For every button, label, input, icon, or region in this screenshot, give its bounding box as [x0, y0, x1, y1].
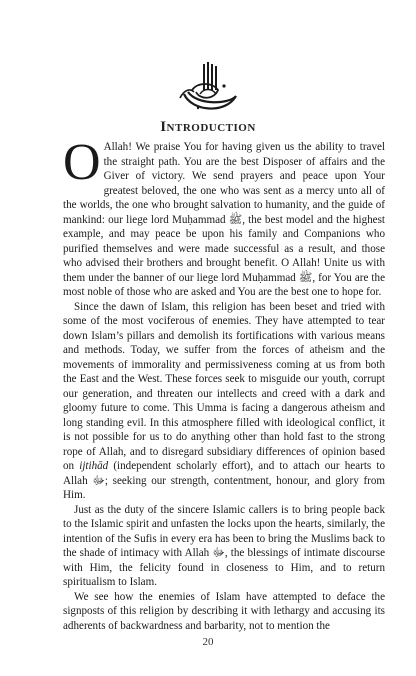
paragraph-enemies: We see how the enemies of Islam have attempted to deface the signposts of this religion by describing it with lethargy and accusing its adherents of backwardness and barbarity, not to mention the: [63, 590, 385, 632]
page-number: 20: [202, 636, 214, 648]
paragraph-dawn-text-a: Since the dawn of Islam, this religion has been beset and tried with some of the most vociferous of enemies. They have attempted to tear down Islam’s pillars and demolish its fortifications with various means and methods. Today, we suffer from the forces of atheism and the movements of immorality and permissiveness coming at us from both the East and the West. These forces seek to misguide our youth, corrupt our generation, and threaten our intellects and creed with a dark and gloomy future to come. This Umma is facing a dangerous atheism and long standing evil. In this atmosphere filled with ideological conflict, it is not possible for us to do anything other than hold fast to the strong rope of Allah, and to disregard subsidiary differences of opinion based on: [63, 300, 385, 472]
paragraph-sufis: Just as the duty of the sincere Islamic callers is to bring people back to the Islamic spirit and unfasten the locks upon the hearts, similarly, the intention of the Sufis in every era has been to bring the Muslims back to the shade of intimacy with Allah ﷻ, the blessings of intimate discourse with Him, the felicity found in closeness to Him, and to return spiritualism to Islam.: [63, 503, 385, 588]
body-text: [63, 134, 386, 633]
paragraph-opening: [63, 134, 385, 300]
term-ijtihad: ijtihād: [79, 460, 109, 472]
paragraph-dawn-of-islam: [63, 300, 385, 503]
paragraph-dawn-text-b: (independent scholarly effort), and to attach our hearts to Allah ﷻ; seeking our strength, contentment, honour, and glory from Him.: [63, 460, 386, 501]
chapter-heading: Introduction: [160, 119, 256, 135]
paragraph-opening-text: Allah! We praise You for having given us the ability to travel the straight path. You are the best Disposer of affairs and the Giver of victory. We send prayers and peace upon Your greatest beloved, the one who was sent as a mercy unto all of the worlds, the one who brought salvation to humanity, and the guide of mankind: our liege lord Muḥammad ﷺ, the best model and the highest example, and may peace be upon his family and Companions who purified themselves and were made successful as a result, and those who advised their brothers and brought benefit. O Allah! Unite us with them under the banner of our liege lord Muḥammad ﷺ, for You are the most noble of those who are asked and You are the best one to hope for.: [63, 141, 385, 298]
drop-cap: O: [63, 134, 101, 191]
calligraphy-emblem-icon: [178, 60, 240, 118]
